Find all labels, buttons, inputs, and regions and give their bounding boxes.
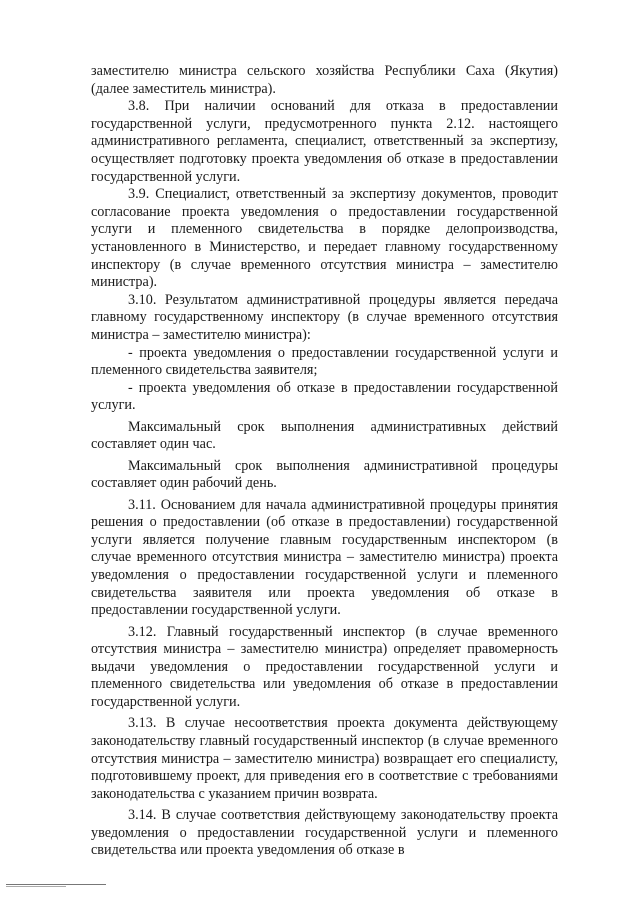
- list-item-notice-grant: - проекта уведомления о предоставлении государственной услуги и племенного свидетельства заявителя;: [91, 344, 558, 379]
- paragraph-continuation: заместителю министра сельского хозяйства Республики Саха (Якутия) (далее заместитель министра).: [91, 63, 558, 97]
- paragraph-3-14: 3.14. В случае соответствия действующему законодательству проекта уведомления о предоставлении государственной услуги и племенного свидетельства или проекта уведомления об отказе в: [91, 807, 558, 859]
- paragraph-3-12: 3.12. Главный государственный инспектор (в случае временного отсутствия министра – заместителю министра) определяет правомерность выдачи уведомления о предоставлении государственной услуги и племенного свидетельства или уведомления об отказе в предоставлении государственной услуги.: [91, 623, 558, 710]
- paragraph-3-9: 3.9. Специалист, ответственный за экспертизу документов, проводит согласование проекта уведомления о предоставлении государственной услуги и племенного свидетельства в порядке делопроизводства, установленного в Министерство, и передает главному государственному инспектору (в случае временного отсутствия министра – заместителю министра).: [91, 186, 558, 291]
- paragraph-3-10: 3.10. Результатом административной процедуры является передача главному государственному инспектору (в случае временного отсутствия министра – заместителю министра):: [91, 291, 558, 343]
- paragraph-3-8: 3.8. При наличии оснований для отказа в предоставлении государственной услуги, предусмотренного пункта 2.12. настоящего административного регламента, специалист, ответственный за экспертизу, осуществляет подготовку проекта уведомления об отказе в предоставлении государственной услуги.: [91, 98, 558, 185]
- paragraph-3-13: 3.13. В случае несоответствия проекта документа действующему законодательству главный государственный инспектор (в случае временного отсутствия министра – заместителю министра) возвращает его специалисту, подготовившему проект, для приведения его в соответствие с требованиями законодательства с указанием причин возврата.: [91, 715, 558, 802]
- document-body: [91, 63, 558, 860]
- list-item-notice-refusal: - проекта уведомления об отказе в предоставлении государственной услуги.: [91, 379, 558, 414]
- footer-divider: [6, 884, 106, 885]
- paragraph-max-time-procedure: Максимальный срок выполнения административной процедуры составляет один рабочий день.: [91, 457, 558, 492]
- paragraph-max-time-actions: Максимальный срок выполнения административных действий составляет один час.: [91, 418, 558, 453]
- paragraph-3-11: 3.11. Основанием для начала административной процедуры принятия решения о предоставлении (об отказе в предоставлении) государственной услуги является получение главным государственным инспектором (в случае временного отсутствия министра – заместителю министра) проекта уведомления о предоставлении государственной услуги и племенного свидетельства заявителя или проекта уведомления об отказе в предоставлении государственной услуги.: [91, 496, 558, 619]
- footer-divider-secondary: [6, 886, 66, 887]
